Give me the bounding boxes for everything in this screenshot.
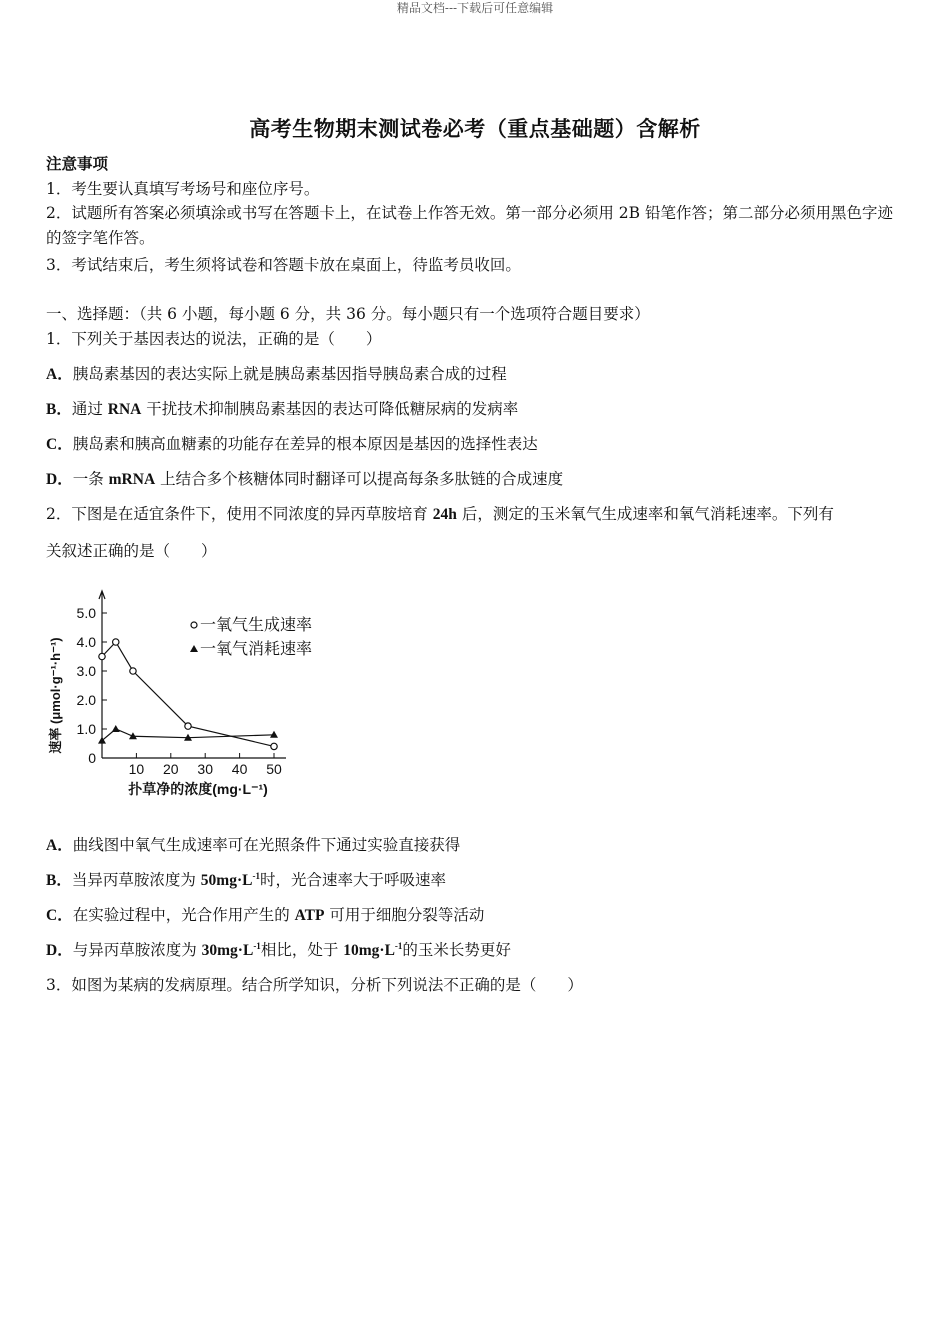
notice-item-1: 1．考生要认真填写考场号和座位序号。 [46, 180, 320, 198]
option-text: 上结合多个核糖体同时翻译可以提高每条多肽链的合成速度 [155, 470, 564, 488]
legend-marker [190, 645, 198, 652]
option-label: D． [46, 942, 73, 959]
option-unit: 10mg·L [343, 942, 395, 959]
question-1-option-a [46, 363, 916, 386]
question-1-option-d [46, 468, 916, 491]
y-tick-label: 3.0 [76, 663, 96, 679]
x-tick-label: 10 [128, 761, 145, 777]
question-3-stem: 3．如图为某病的发病原理。结合所学知识，分析下列说法不正确的是（ ） [46, 976, 583, 994]
chart-legend [190, 616, 312, 658]
option-unit-sup: -1 [394, 940, 403, 951]
question-1-stem: 1．下列关于基因表达的说法，正确的是（ ） [46, 330, 382, 348]
y-tick-label: 5.0 [76, 605, 96, 621]
option-text: 当异丙草胺浓度为 [71, 871, 201, 889]
option-unit: 30mg·L [201, 942, 254, 959]
stem-text: 2．下图是在适宜条件下，使用不同浓度的异丙草胺培育 [46, 505, 433, 523]
stem-term: 24h [432, 506, 457, 523]
data-point [99, 653, 105, 659]
data-point [185, 723, 191, 729]
option-term: ATP [294, 907, 325, 924]
stem-text: 后，测定的玉米氧气生成速率和氧气消耗速率。下列有 [456, 505, 834, 523]
x-tick-label: 50 [266, 761, 282, 777]
data-point [271, 743, 277, 749]
oxygen-rate-chart [44, 578, 334, 798]
y-tick-label: 0 [88, 750, 96, 766]
option-text: 的玉米长势更好 [402, 941, 511, 959]
option-text: 胰岛素基因的表达实际上就是胰岛素基因指导胰岛素合成的过程 [72, 365, 507, 383]
option-text: 通过 [71, 400, 108, 418]
question-1-option-b [46, 398, 916, 421]
data-point [130, 668, 136, 674]
option-label: B． [46, 401, 72, 418]
x-axis-label: 扑草净的浓度(mg·L⁻¹) [128, 781, 268, 797]
option-label: C． [46, 907, 73, 924]
legend-marker [191, 622, 197, 628]
question-1-option-c [46, 433, 916, 456]
y-tick-label: 1.0 [76, 721, 96, 737]
option-unit: 50mg·L [200, 872, 253, 889]
question-2-option-b [46, 869, 916, 892]
option-label: D． [46, 471, 73, 488]
option-term: RNA [107, 401, 142, 418]
option-label: A． [46, 366, 73, 383]
legend-label: 一氧气生成速率 [200, 617, 313, 634]
option-text: 干扰技术抑制胰岛素基因的表达可降低糖尿病的发病率 [141, 400, 519, 418]
data-point [112, 725, 120, 732]
y-tick-label: 4.0 [76, 634, 96, 650]
option-text: 时，光合速率大于呼吸速率 [259, 871, 446, 889]
y-axis-label: 速率 (μmol·g⁻¹·h⁻¹) [48, 637, 63, 754]
option-text: 胰岛素和胰高血糖素的功能存在差异的根本原因是基因的选择性表达 [72, 435, 538, 453]
page-title: 高考生物期末测试卷必考（重点基础题）含解析 [249, 116, 701, 141]
section-heading: 一、选择题：（共 6 小题，每小题 6 分，共 36 分。每小题只有一个选项符合题目要求） [46, 305, 650, 323]
question-2-option-c [46, 904, 916, 927]
legend-label: 一氧气消耗速率 [200, 641, 313, 658]
option-text: 曲线图中氧气生成速率可在光照条件下通过实验直接获得 [72, 836, 461, 854]
option-label: B． [46, 872, 72, 889]
notice-item-2: 2．试题所有答案必须填涂或书写在答题卡上，在试卷上作答无效。第一部分必须用 2B 铅笔作答；第二部分必须用黑色字迹的签字笔作答。 [46, 204, 893, 247]
option-unit-sup: -1 [253, 940, 261, 951]
option-unit-sup: -1 [252, 870, 260, 881]
x-tick-label: 40 [231, 761, 248, 777]
option-text: 在实验过程中，光合作用产生的 [72, 906, 295, 924]
option-text: 与异丙草胺浓度为 [72, 941, 202, 959]
question-2-stem-line-1 [46, 503, 916, 526]
option-term: mRNA [108, 471, 156, 488]
option-label: C． [46, 436, 73, 453]
x-tick-label: 20 [163, 761, 179, 777]
y-tick-label: 2.0 [76, 692, 96, 708]
question-2-option-d [46, 939, 916, 962]
question-2-option-a [46, 834, 916, 857]
option-text: 一条 [72, 470, 109, 488]
question-2-stem-line-2: 关叙述正确的是（ ） [46, 542, 217, 560]
option-label: A． [46, 837, 73, 854]
notice-heading: 注意事项 [46, 154, 109, 173]
x-tick-label: 30 [197, 761, 213, 777]
notice-item-3: 3．考试结束后，考生须将试卷和答题卡放在桌面上，待监考员收回。 [46, 256, 521, 274]
option-text: 相比，处于 [260, 941, 344, 959]
data-point [113, 639, 119, 645]
option-text: 可用于细胞分裂等活动 [324, 906, 485, 924]
page-watermark: 精品文档---下载后可任意编辑 [396, 1, 554, 15]
